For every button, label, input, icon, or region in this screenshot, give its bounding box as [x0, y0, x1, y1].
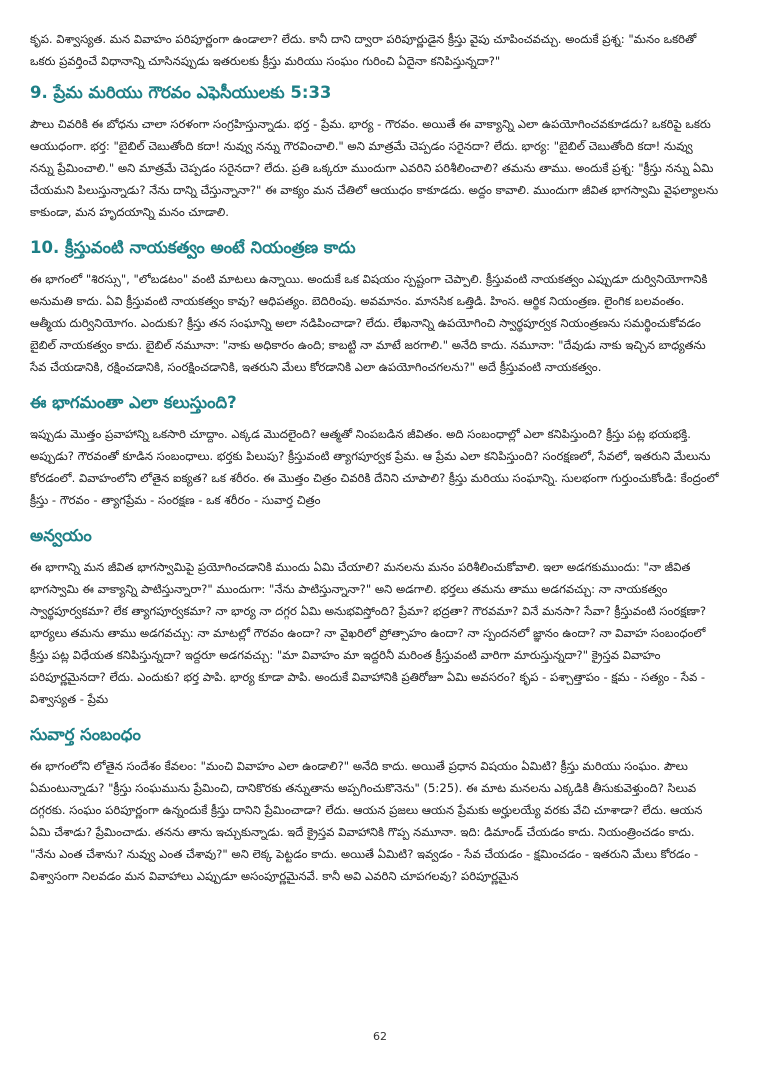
section-body-love-respect: పౌలు చివరికి ఈ బోధను చాలా సరళంగా సంగ్రహిస్తున్నాడు. భర్త - ప్రేమ. భార్య - గౌరవం. అయితే ఈ వాక్యాన్ని ఎలా ఉపయోగించవకూడదు? ఒకరిపై ఒకరు ఆయుధంగా. భర్త: "బైబిల్ చెబుతోంది కదా! నువ్వు నన్ను గౌరవించాలి." అని మాత్రమే చెప్పడం సరైనదా? లేదు. భార్య: "బైబిల్ చెబుతోంది కదా! నువ్వు నన్ను ప్రేమించాలి." అని మాత్రమే చెప్పడం సరైనదా? లేదు. ప్రతి ఒక్కరూ ముందుగా ఎవరిని పరిశీలించాలి? తమను తాము. అందుకే ప్రశ్న: "క్రీస్తు నన్ను ఏమి చేయమని పిలుస్తున్నాడు? నేను దాన్ని చేస్తున్నానా?" ఈ వాక్యం మన చేతిలో ఆయుధం కాకూడదు. అద్దం కావాలి. ముందుగా జీవిత భాగస్వామి వైఫల్యాలను కాకుండా, మన హృదయాన్ని మనం చూడాలి. — [30, 117, 719, 219]
section-body-how-it-connects: ఇప్పుడు మొత్తం ప్రవాహాన్ని ఒకసారి చూద్దాం. ఎక్కడ మొదలైంది? ఆత్మతో నింపబడిన జీవితం. అది సంబంధాల్లో ఎలా కనిపిస్తుంది? క్రీస్తు పట్ల భయభక్తి. అప్పుడు? గౌరవంతో కూడిన సంబంధాలు. భర్తకు పిలుపు? క్రీస్తువంటి త్యాగపూర్వక ప్రేమ. ఆ ప్రేమ ఎలా కనిపిస్తుంది? సంరక్షణలో, సేవలో, ఇతరుని మేలును కోరడంలో. వివాహంలోని లోతైన ఐక్యత? ఒక శరీరం. ఈ మొత్తం చిత్రం చివరికి దేనిని చూపాలి? క్రీస్తు మరియు సంఘాన్ని. సులభంగా గుర్తుంచుకోండి: కేంద్రంలో క్రీస్తు - గౌరవం - త్యాగప్రేమ - సంరక్షణ - ఒక శరీరం - సువార్త చిత్రం — [30, 427, 719, 507]
intro-paragraph: కృప. విశ్వాస్యత. మన వివాహం పరిపూర్ణంగా ఉండాలా? లేదు. కానీ దాని ద్వారా పరిపూర్ణుడైన క్రీస్తు వైపు చూపించవచ్చు. అందుకే ప్రశ్న: "మనం ఒకరితో ఒకరు ప్రవర్తించే విధానాన్ని చూసినప్పుడు ఇతరులకు క్రీస్తు మరియు సంఘం గురించి ఏదైనా కనిపిస్తున్నదా?" — [30, 32, 697, 68]
page-number: 62 — [373, 1030, 387, 1043]
section-heading-leadership: 10. క్రీస్తువంటి నాయకత్వం అంటే నియంత్రణ కాదు — [30, 238, 356, 257]
section-body-application: ఈ భాగాన్ని మన జీవిత భాగస్వామిపై ప్రయోగించడానికి ముందు ఏమి చేయాలి? మనలను మనం పరిశీలించుకోవాలి. ఇలా అడగకుముందు: "నా జీవిత భాగస్వామి ఈ వాక్యాన్ని పాటిస్తున్నారా?" ముందుగా: "నేను పాటిస్తున్నానా?" అని అడగాలి. భర్తలు తమను తాము అడగవచ్చు: నా నాయకత్వం స్వార్థపూర్వకమా? లేక త్యాగపూర్వకమా? నా భార్య నా దగ్గర ఏమి అనుభవిస్తోంది? ప్రేమా? భద్రతా? గౌరవమా? వినే మనసా? సేవా? క్రీస్తువంటి సంరక్షణా? భార్యలు తమను తాము అడగవచ్చు: నా మాటల్లో గౌరవం ఉందా? నా వైఖరిలో ప్రోత్సాహం ఉందా? నా స్పందనలో జ్ఞానం ఉందా? నా వివాహ సంబంధంలో క్రీస్తు పట్ల విధేయత కనిపిస్తున్నదా? ఇద్దరూ అడగవచ్చు: "మా వివాహం మా ఇద్దరినీ మరింత క్రీస్తువంటి వారిగా మారుస్తున్నదా?" క్రైస్తవ వివాహం పరిపూర్ణమైనదా? లేదు. ఎందుకు? భర్త పాపి. భార్య కూడా పాపి. అందుకే వివాహానికి ప్రతిరోజూ ఏమి అవసరం? కృప - పశ్చాత్తాపం - క్షమ - సత్యం - సేవ - విశ్వాస్యత - ప్రేమ — [30, 560, 706, 706]
section-heading-love-respect: 9. ప్రేమ మరియు గౌరవం ఎఫెసీయులకు 5:33 — [30, 83, 332, 102]
section-heading-gospel-connection: సువార్త సంబంధం — [30, 725, 141, 744]
section-body-gospel-connection: ఈ భాగంలోని లోతైన సందేశం కేవలం: "మంచి వివాహం ఎలా ఉండాలి?" అనేది కాదు. అయితే ప్రధాన విషయం ఏమిటి? క్రీస్తు మరియు సంఘం. పౌలు ఏమంటున్నాడు? "క్రీస్తు సంఘమును ప్రేమించి, దానికొరకు తన్నుతాను అప్పగించుకొనెను" (5:25). ఈ మాట మనలను ఎక్కడికి తీసుకువెళ్తుంది? సిలువ దగ్గరకు. సంఘం పరిపూర్ణంగా ఉన్నందుకే క్రీస్తు దానిని ప్రేమించాడా? లేదు. ఆయన ప్రజలు ఆయన ప్రేమకు అర్హులయ్యే వరకు వేచి చూశాడా? లేదు. ఆయన ఏమి చేశాడు? ప్రేమించాడు. తనను తాను ఇచ్చుకున్నాడు. ఇదే క్రైస్తవ వివాహానికి గొప్ప నమూనా. ఇది: డిమాండ్ చేయడం కాదు. నియంత్రించడం కాదు. "నేను ఎంత చేశాను? నువ్వు ఎంత చేశావు?" అని లెక్క పెట్టడం కాదు. అయితే ఏమిటి? ఇవ్వడం - సేవ చేయడం - క్షమించడం - ఇతరుని మేలు కోరడం - విశ్వాసంగా నిలవడం మన వివాహాలు ఎప్పుడూ అసంపూర్ణమైనవే. కానీ అవి ఎవరిని చూపగలవు? పరిపూర్ణమైన — [30, 759, 703, 883]
section-heading-application: అన్వయం — [30, 526, 92, 545]
section-body-leadership: ఈ భాగంలో "శిరస్సు", "లోబడటం" వంటి మాటలు ఉన్నాయి. అందుకే ఒక విషయం స్పష్టంగా చెప్పాలి. క్రీస్తువంటి నాయకత్వం ఎప్పుడూ దుర్వినియోగానికి అనుమతి కాదు. ఏవి క్రీస్తువంటి నాయకత్వం కావు? ఆధిపత్యం. బెదిరింపు. అవమానం. మానసిక ఒత్తిడి. హింస. ఆర్థిక నియంత్రణ. లైంగిక బలవంతం. ఆత్మీయ దుర్వినియోగం. ఎందుకు? క్రీస్తు తన సంఘాన్ని అలా నడిపించాడా? లేదు. లేఖనాన్ని ఉపయోగించి స్వార్థపూర్వక నియంత్రణను సమర్థించుకోవడం బైబిల్ నాయకత్వం కాదు. బైబిల్ నమూనా: "నాకు అధికారం ఉంది; కాబట్టి నా మాటే జరగాలి." అనేది కాదు. నమూనా: "దేవుడు నాకు ఇచ్చిన బాధ్యతను సేవ చేయడానికి, రక్షించడానికి, సంరక్షించడానికి, ఇతరుని మేలు కోరడానికి ఎలా ఉపయోగించగలను?" అదే క్రీస్తువంటి నాయకత్వం. — [30, 272, 708, 374]
section-heading-how-it-connects: ఈ భాగమంతా ఎలా కలుస్తుంది? — [30, 393, 237, 412]
